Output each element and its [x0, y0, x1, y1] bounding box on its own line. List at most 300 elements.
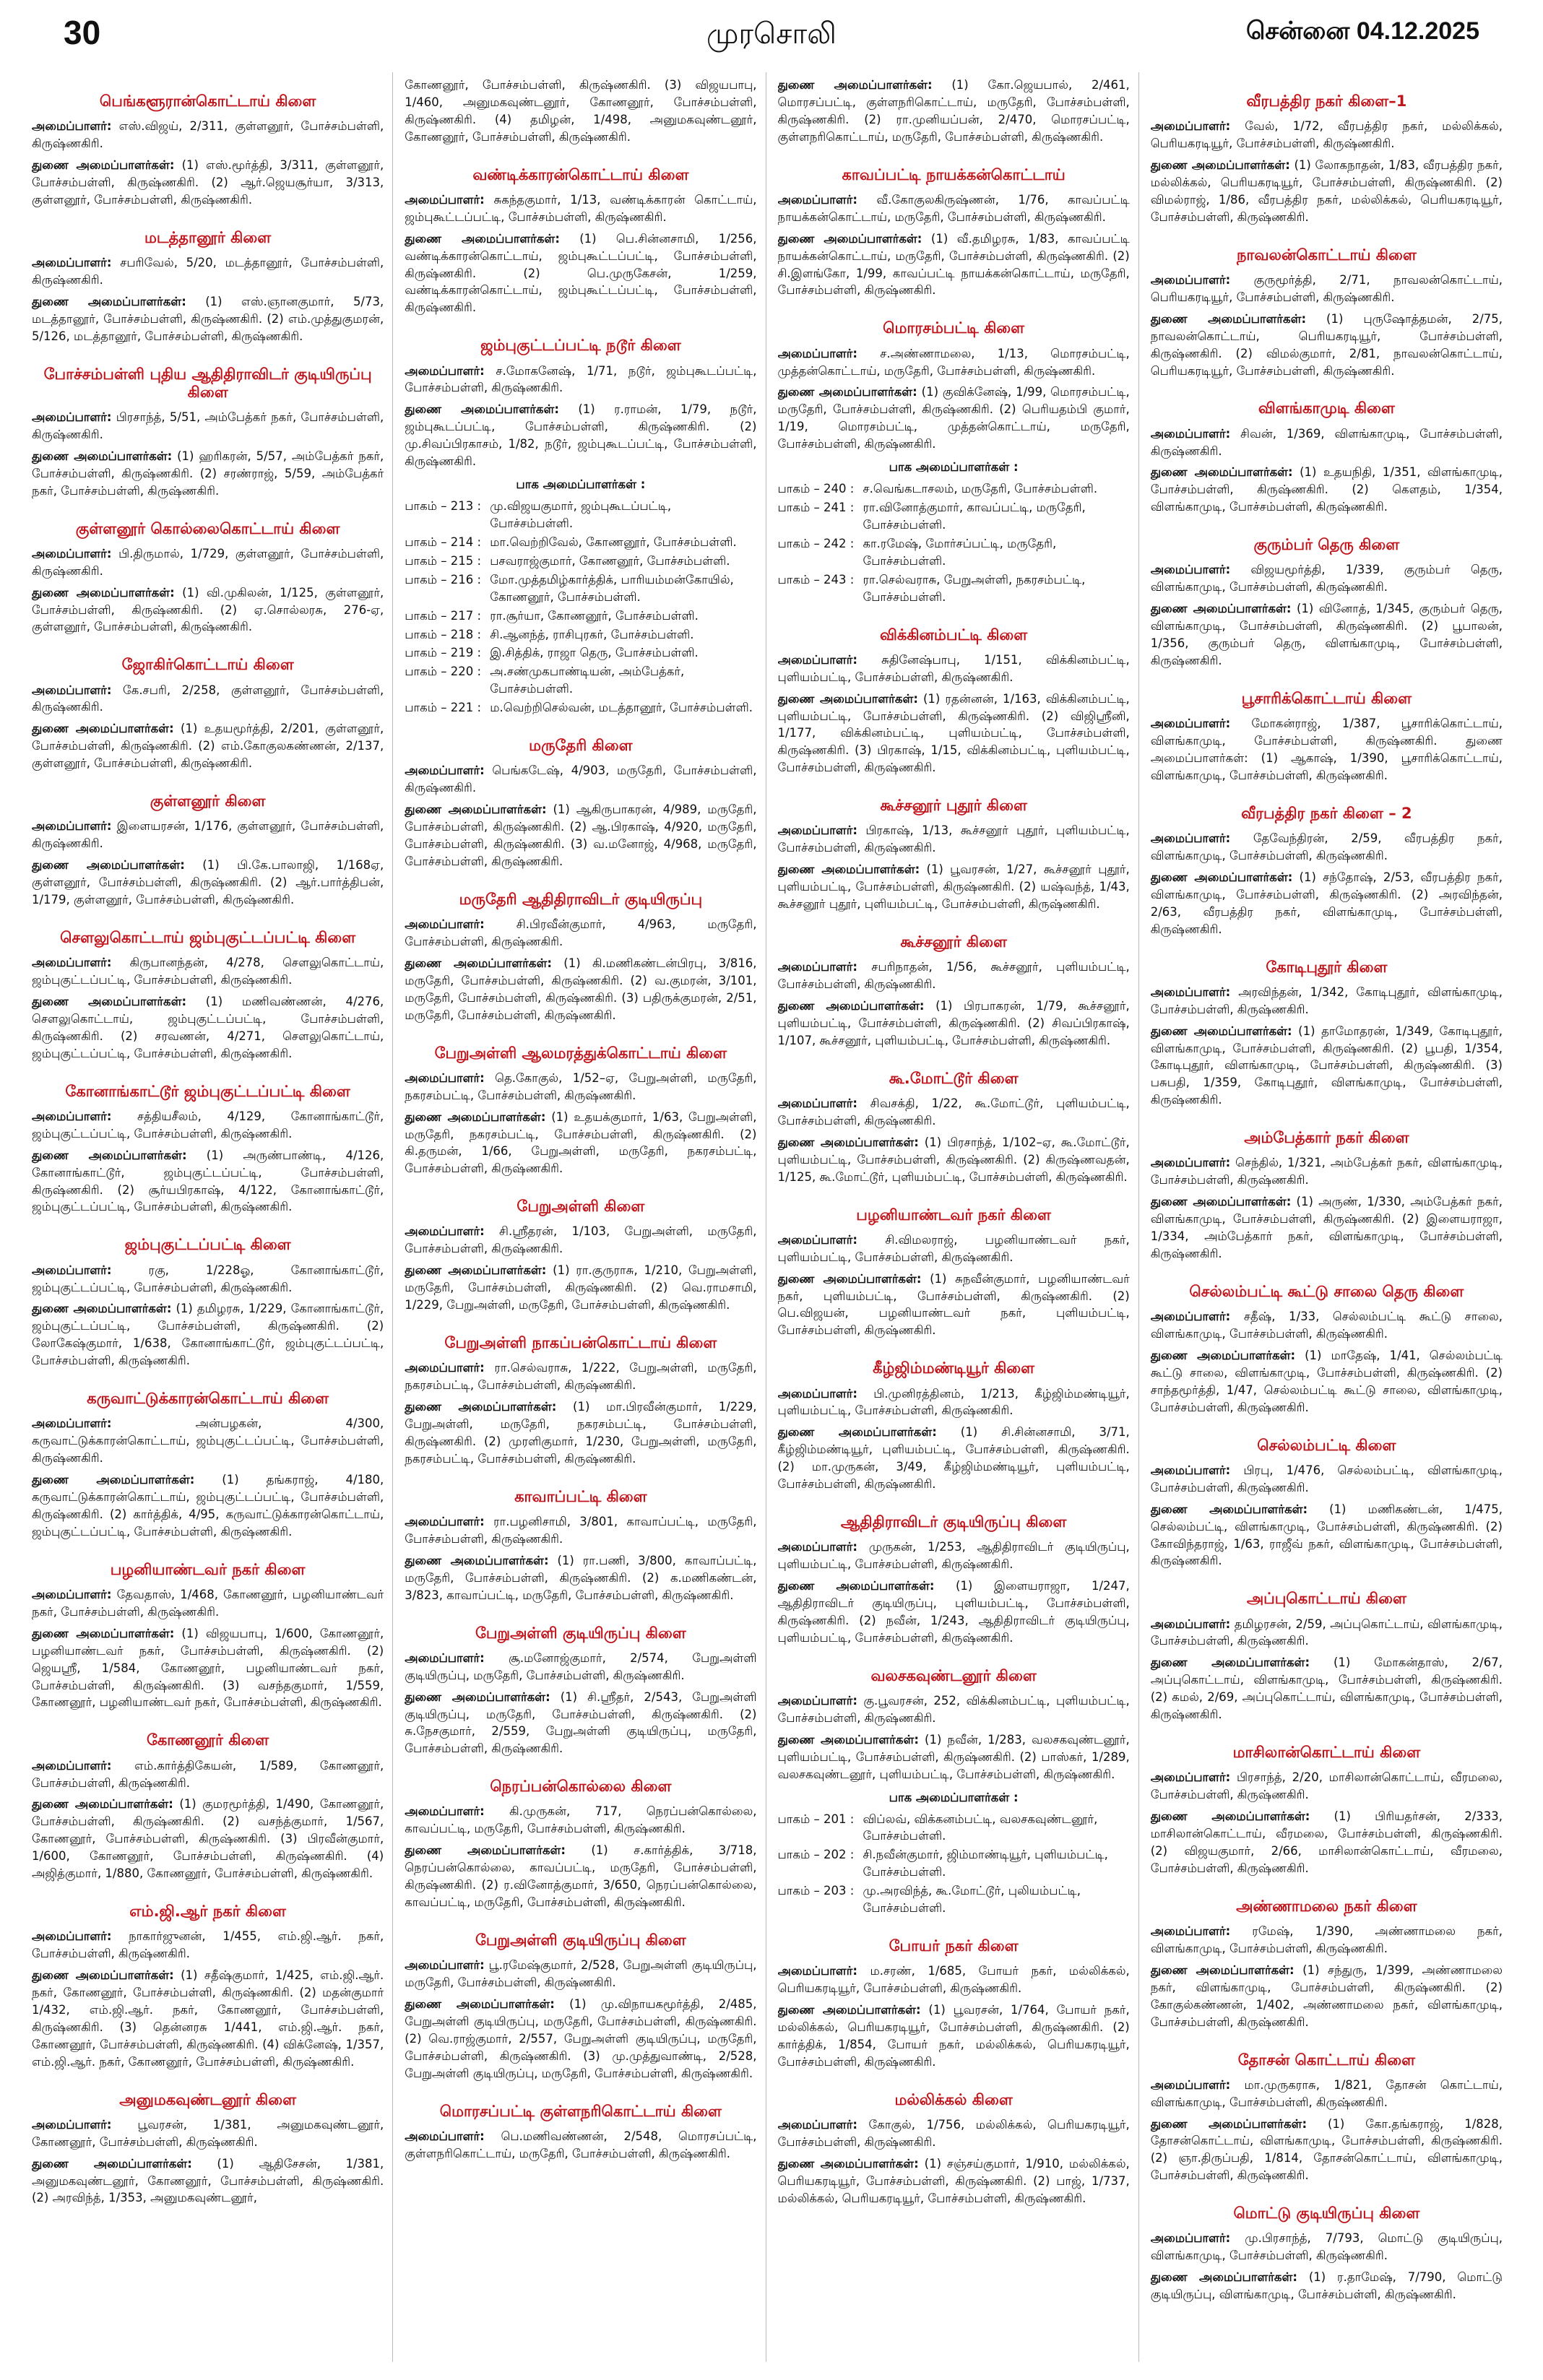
branch-heading: வீரபத்திர நகர் கிளை – 2 — [1241, 804, 1412, 822]
entry-paragraph — [32, 448, 384, 500]
entry-paragraph — [778, 230, 1130, 300]
branch-heading: பழனியாண்டவர் நகர் கிளை — [856, 1206, 1051, 1224]
entry-text: (1) தமிழரசு, 1/229, கோனாங்காட்டூர், ஜம்புகுட்டப்பட்டி, போச்சம்பள்ளி, கிருஷ்ணகிரி. (2) லோகேஷ்குமார், 1/638, கோனாங்காட்டூர், ஜம்புகுட்டப்பட்டி, போச்சம்பள்ளி, கிருஷ்ணகிரி. — [32, 1302, 384, 1368]
branch-section — [32, 92, 384, 209]
branch-heading: அப்புகொட்டாய் கிளை — [1246, 1590, 1406, 1608]
entry-label: அமைப்பாளர்: — [777, 823, 858, 838]
entry-text: சபரிவேல், 5/20, மடத்தானூர், போச்சம்பள்ளி, கிருஷ்ணகிரி. — [32, 255, 384, 287]
entry-text: பெ.மணிவண்ணன், 2/548, மொரசப்பட்டி, குள்ளநரிகொட்டாய், மருதேரி, போச்சம்பள்ளி, கிருஷ்ணகிரி. — [405, 2129, 757, 2160]
entry-paragraph — [778, 1731, 1130, 1783]
entry-label: அமைப்பாளர்: — [1150, 1924, 1231, 1938]
entry-text: சிவசக்தி, 1/22, கூ.மோட்டூர், புளியம்பட்டி, போச்சம்பள்ளி, கிருஷ்ணகிரி. — [777, 1096, 1130, 1128]
entry-paragraph — [32, 720, 384, 772]
entry-paragraph — [32, 1147, 384, 1216]
ward-text: ரா.செல்வராசு, பேறுஅள்ளி, நகரசம்பட்டி, போச்சம்பள்ளி. — [863, 572, 1086, 604]
ward-text: சி.நவீன்குமார், ஜிம்மாண்டியூர், புளியம்பட்டி, போச்சம்பள்ளி. — [863, 1848, 1108, 1879]
ward-number: பாகம் – 219 : — [405, 646, 482, 660]
branch-section — [405, 1198, 756, 1314]
entry-text: (1) கோ.தங்கராஜ், 1/828, தோசன்கொட்டாய், விளங்காமுடி, போச்சம்பள்ளி, கிருஷ்ணகிரி. (2) ஞா.திருப்பதி, 1/814, தோசன்கொட்டாய், விளங்காமுடி, போச்சம்பள்ளி, கிருஷ்ணகிரி. — [1150, 2116, 1503, 2183]
entry-paragraph — [1151, 2269, 1503, 2303]
entry-paragraph — [1151, 1654, 1503, 1723]
entry-text: இளையரசன், 1/176, குள்ளனூர், போச்சம்பள்ளி, கிருஷ்ணகிரி. — [32, 819, 384, 851]
branch-section — [778, 166, 1130, 300]
entry-text: பிரசாந்த், 5/51, அம்பேத்கர் நகர், போச்சம்பள்ளி, கிருஷ்ணகிரி. — [32, 410, 384, 441]
entry-paragraph — [32, 157, 384, 209]
branch-heading: பேறுஅள்ளி ஆலமரத்துக்கொட்டாய் கிளை — [434, 1044, 727, 1062]
entry-label: அமைப்பாளர்: — [777, 192, 858, 207]
entry-text: (1) எஸ்.ஞானகுமார், 5/73, மடத்தானூர், போச்சம்பள்ளி, கிருஷ்ணகிரி. (2) எம்.முத்துகுமரன், 5/126, மடத்தானூர், போச்சம்பள்ளி, கிருஷ்ணகிரி. — [32, 294, 384, 343]
entry-text: (1) ரா.பணி, 3/800, காவாப்பட்டி, மருதேரி, போச்சம்பள்ளி, கிருஷ்ணகிரி. (2) க.மணிகண்டன், 3/823, காவாப்பட்டி, மருதேரி, போச்சம்பள்ளி, கிருஷ்ணகிரி. — [405, 1553, 757, 1602]
entry-text: தேவதாஸ், 1/468, கோணனூர், பழனியாண்டவர் நகர், போச்சம்பள்ளி, கிருஷ்ணகிரி. — [32, 1587, 384, 1619]
branch-section — [1151, 1744, 1503, 1877]
entry-text: சத்தியசீலம், 4/129, கோனாங்காட்டூர், ஜம்புகுட்டப்பட்டி, போச்சம்பள்ளி, கிருஷ்ணகிரி. — [32, 1109, 384, 1141]
entry-label: துணை அமைப்பாளர்கள்: — [32, 1302, 172, 1316]
entry-paragraph — [32, 2116, 384, 2151]
branch-section — [1151, 2204, 1503, 2303]
entry-label: அமைப்பாளர்: — [1150, 2077, 1231, 2092]
entry-text: (1) தங்கராஜ், 4/180, கருவாட்டுக்காரன்கொட்டாய், ஜம்புகுட்டப்பட்டி, போச்சம்பள்ளி, கிருஷ்ணகிரி. (2) கார்த்திக், 4/95, கருவாட்டுக்காரன்கொட்டாய், ஜம்புகுட்டப்பட்டி, போச்சம்பள்ளி, கிருஷ்ணகிரி. — [32, 1473, 384, 1539]
entry-paragraph — [32, 545, 384, 580]
entry-paragraph — [778, 2002, 1130, 2071]
entry-paragraph — [1151, 1616, 1503, 1650]
entry-label: அமைப்பாளர்: — [32, 1263, 112, 1277]
entry-paragraph — [778, 998, 1130, 1050]
ward-row — [405, 607, 756, 625]
entry-text: (1) கோ.ஜெயபால், 2/461, மொரசப்பட்டி, குள்ளநரிகொட்டாய், மருதேரி, போச்சம்பள்ளி, கிருஷ்ணகிரி. (2) ரா.முனியப்பன், 2/470, மொரசப்பட்டி, குள்ளநரிகொட்டாய், மருதேரி, போச்சம்பள்ளி, கிருஷ்ணகிரி. — [777, 78, 1130, 144]
entry-label: அமைப்பாளர்: — [1150, 1770, 1231, 1785]
entry-paragraph — [1151, 984, 1503, 1018]
entry-label: அமைப்பாளர்: — [32, 119, 112, 134]
entry-paragraph — [1151, 1347, 1503, 1416]
entry-paragraph — [405, 401, 756, 470]
ward-number: பாகம் – 243 : — [777, 572, 855, 587]
entry-label: துணை அமைப்பாளர்கள்: — [1150, 1809, 1310, 1824]
entry-paragraph — [32, 993, 384, 1063]
entry-label: அமைப்பாளர்: — [32, 1758, 112, 1773]
entry-paragraph — [405, 916, 756, 951]
branch-section — [32, 656, 384, 772]
branch-heading: கூச்சனூர் கிளை — [900, 933, 1007, 951]
entry-paragraph — [405, 230, 756, 317]
entry-label: துணை அமைப்பாளர்கள்: — [777, 385, 917, 399]
ward-number: பாகம் – 240 : — [777, 482, 855, 496]
entry-paragraph — [405, 1689, 756, 1758]
branch-heading: கருவாட்டுக்காரன்கொட்டாய் கிளை — [87, 1390, 329, 1408]
entry-label: அமைப்பாளர்: — [32, 1416, 112, 1431]
branch-section — [32, 1390, 384, 1541]
entry-paragraph — [32, 1967, 384, 2071]
branch-heading: குள்ளனூர் கிளை — [150, 792, 266, 810]
entry-paragraph — [1151, 1808, 1503, 1877]
branch-heading: பழனியாண்டவர் நகர் கிளை — [110, 1560, 306, 1578]
entry-label: அமைப்பாளர்: — [777, 2118, 858, 2132]
entry-paragraph — [1151, 715, 1503, 784]
branch-section — [405, 737, 756, 870]
entry-label: துணை அமைப்பாளர்கள்: — [32, 1968, 174, 1983]
entry-paragraph — [1151, 157, 1503, 226]
entry-label: துணை அமைப்பாளர்கள்: — [1150, 1024, 1292, 1038]
column-1 — [32, 72, 393, 2362]
entry-text: எஸ்.விஜய், 2/311, குள்ளனூர், போச்சம்பள்ளி, கிருஷ்ணகிரி. — [32, 119, 384, 151]
entry-text: கிருபானந்தன், 4/278, செளலுகொட்டாய், ஜம்புகுட்டப்பட்டி, போச்சம்பள்ளி, கிருஷ்ணகிரி. — [32, 956, 384, 987]
branch-section — [32, 1903, 384, 2071]
entry-label: துணை அமைப்பாளர்கள்: — [777, 862, 920, 877]
entry-label: அமைப்பாளர்: — [32, 683, 112, 697]
ward-number: பாகம் – 203 : — [777, 1884, 855, 1898]
entry-text: (1) வீ.தமிழரசு, 1/83, காவப்பட்டி நாயக்கன்கொட்டாய், மருதேரி, போச்சம்பள்ளி, கிருஷ்ணகிரி. (2) சி.இளங்கோ, 1/99, காவப்பட்டி நாயக்கன்கொட்டாய், மருதேரி, போச்சம்பள்ளி, கிருஷ்ணகிரி. — [777, 231, 1130, 298]
entry-label: துணை அமைப்பாளர்கள்: — [32, 449, 173, 463]
branch-heading: நெரப்பன்கொல்லை கிளை — [490, 1778, 672, 1796]
entry-text: (1) ர.தாமேஷ், 7/790, மொட்டு குடியிருப்பு, விளங்காமுடி, போச்சம்பள்ளி, கிருஷ்ணகிரி. — [1150, 2270, 1503, 2302]
entry-text: சதீஷ், 1/33, செல்லம்பட்டி கூட்டு சாலை, விளங்காமுடி, போச்சம்பள்ளி, கிருஷ்ணகிரி. — [1150, 1310, 1503, 1341]
entry-text: ரமேஷ், 1/390, அண்ணாமலை நகர், விளங்காமுடி, போச்சம்பள்ளி, கிருஷ்ணகிரி. — [1150, 1924, 1503, 1955]
entry-paragraph — [778, 652, 1130, 686]
entry-paragraph — [405, 363, 756, 397]
entry-text: ரா.பழனிசாமி, 3/801, காவாப்பட்டி, மருதேரி, போச்சம்பள்ளி, கிருஷ்ணகிரி. — [405, 1514, 757, 1546]
ward-number: பாகம் – 221 : — [405, 701, 482, 715]
entry-paragraph — [1151, 1154, 1503, 1189]
branch-heading: பேறுஅள்ளி குடியிருப்பு கிளை — [475, 1931, 686, 1950]
entry-text: எம்.கார்த்திகேயன், 1/589, கோணனூர், போச்சம்பள்ளி, கிருஷ்ணகிரி. — [32, 1758, 384, 1790]
entry-paragraph — [1151, 600, 1503, 670]
entry-text: (1) தாமோதரன், 1/349, கோடிபுதூர், விளங்காமுடி, போச்சம்பள்ளி, கிருஷ்ணகிரி. (2) பூபதி, 1/354, கோடிபுதூர், விளங்காமுடி, போச்சம்பள்ளி, கிருஷ்ணகிரி. (3) பசுபதி, 1/359, கோடிபுதூர், விளங்காமுடி, போச்சம்பள்ளி, கிருஷ்ணகிரி. — [1150, 1024, 1503, 1107]
branch-heading: கீழ்ஜிம்மண்டியூர் கிளை — [873, 1359, 1035, 1377]
branch-section — [1151, 690, 1503, 784]
entry-paragraph — [405, 1957, 756, 1991]
branch-heading: செல்லம்பட்டி கூட்டு சாலை தெரு கிளை — [1189, 1282, 1464, 1300]
branch-section — [405, 1931, 756, 2082]
entry-text: (1) புருஷோத்தமன், 2/75, நாவலன்கொட்டாய், பெரியகரடியூர், போச்சம்பள்ளி, கிருஷ்ணகிரி. (2) விமல்குமார், 2/81, நாவலன்கொட்டாய், பெரியகரடியூர், போச்சம்பள்ளி, கிருஷ்ணகிரி. — [1150, 311, 1503, 378]
branch-heading: கோடிபுதூர் கிளை — [1266, 958, 1388, 976]
entry-text: (1) சி.ஸ்ரீதர், 2/543, பேறுஅள்ளி குடியிருப்பு, மருதேரி, போச்சம்பள்ளி, கிருஷ்ணகிரி. (2) சு.நேசகுமார், 2/559, பேறுஅள்ளி குடியிருப்பு, மருதேரி, போச்சம்பள்ளி, கிருஷ்ணகிரி. — [405, 1689, 757, 1756]
entry-text: (1) சந்துரு, 1/399, அண்ணாமலை நகர், விளங்காமுடி, போச்சம்பள்ளி, கிருஷ்ணகிரி. (2) கோகுல்கண்ணன், 1/402, அண்ணாமலை நகர், விளங்காமுடி, போச்சம்பள்ளி, கிருஷ்ணகிரி. — [1150, 1963, 1503, 2029]
entry-label: துணை அமைப்பாளர்கள்: — [405, 956, 552, 970]
entry-label: துணை அமைப்பாளர்கள்: — [32, 995, 187, 1008]
entry-label: அமைப்பாளர்: — [1150, 831, 1231, 846]
columns — [32, 72, 1511, 2362]
entry-paragraph — [778, 384, 1130, 453]
entry-text: சி.ஸ்ரீதரன், 1/103, பேறுஅள்ளி, மருதேரி, போச்சம்பள்ளி, கிருஷ்ணகிரி. — [405, 1224, 757, 1256]
entry-label: அமைப்பாளர்: — [405, 1514, 485, 1528]
entry-text: (1) ரதன்னன், 1/163, விக்கினம்பட்டி, புளியம்பட்டி, போச்சம்பள்ளி, கிருஷ்ணகிரி. (2) விஜிஸ்ரீனி, 1/177, விக்கினம்பட்டி, புளியம்பட்டி, போச்சம்பள்ளி, கிருஷ்ணகிரி. (3) பிரகாஷ், 1/15, விக்கினம்பட்டி, புளியம்பட்டி, போச்சம்பள்ளி, கிருஷ்ணகிரி. — [777, 691, 1130, 775]
entry-paragraph — [778, 1424, 1130, 1493]
entry-paragraph — [1151, 2230, 1503, 2264]
ward-row — [778, 499, 1130, 534]
ward-row — [778, 480, 1130, 498]
entry-text: விஜயமூர்த்தி, 1/339, குரும்பர் தெரு, விளங்காமுடி, போச்சம்பள்ளி, கிருஷ்ணகிரி. — [1150, 563, 1503, 594]
branch-section — [32, 929, 384, 1063]
entry-text: தெ.கோகுல், 1/52–ஏ, பேறுஅள்ளி, மருதேரி, நகரசம்பட்டி, போச்சம்பள்ளி, கிருஷ்ணகிரி. — [405, 1070, 757, 1102]
ward-row — [778, 1882, 1130, 1917]
entry-text: கோகுல், 1/756, மல்லிக்கல், பெரியகரடியூர், போச்சம்பள்ளி, கிருஷ்ணகிரி. — [777, 2118, 1130, 2149]
entry-text: சுகந்தகுமார், 1/13, வண்டிக்காரன் கொட்டாய், ஜம்புகூட்டப்பட்டி, போச்சம்பள்ளி, கிருஷ்ணகிரி. — [405, 192, 757, 224]
entry-label: துணை அமைப்பாளர்கள்: — [405, 1843, 566, 1858]
entry-text: மா.முருகராசு, 1/821, தோசன் கொட்டாய், விளங்காமுடி, போச்சம்பள்ளி, கிருஷ்ணகிரி. — [1150, 2077, 1503, 2109]
entry-text: சூ.மனோஜ்குமார், 2/574, பேறுஅள்ளி குடியிருப்பு, மருதேரி, போச்சம்பள்ளி, கிருஷ்ணகிரி. — [405, 1650, 757, 1682]
entry-label: துணை அமைப்பாளர்கள்: — [32, 1148, 187, 1162]
ward-row — [405, 571, 756, 606]
masthead — [32, 0, 1511, 72]
entry-text: சபரிநாதன், 1/56, கூச்சனூர், புளியம்பட்டி, போச்சம்பள்ளி, கிருஷ்ணகிரி. — [777, 960, 1130, 992]
entry-text: ச.மோகனேஷ், 1/71, நடூர், ஜம்புகூடப்பட்டி, போச்சம்பள்ளி, கிருஷ்ணகிரி. — [405, 363, 757, 395]
entry-text: கு.பூவரசன், 252, விக்கினம்பட்டி, புளியம்பட்டி, போச்சம்பள்ளி, கிருஷ்ணகிரி. — [777, 1693, 1130, 1725]
entry-paragraph — [32, 1928, 384, 1963]
branch-heading: மருதேரி ஆதிதிராவிடர் குடியிருப்பு — [459, 890, 703, 908]
entry-text: (1) வினோத், 1/345, குரும்பர் தெரு, விளங்காமுடி, போச்சம்பள்ளி, கிருஷ்ணகிரி. (2) பூபாலன், 1/356, குரும்பர் தெரு, விளங்காமுடி, போச்சம்பள்ளி, கிருஷ்ணகிரி. — [1150, 602, 1503, 668]
entry-label: அமைப்பாளர்: — [405, 1804, 485, 1819]
branch-section — [405, 1778, 756, 1911]
entry-label: துணை அமைப்பாளர்கள்: — [1150, 465, 1293, 480]
entry-paragraph — [32, 1586, 384, 1621]
entry-paragraph — [32, 409, 384, 443]
entry-text: பூவரசன், 1/381, அனுமகவுண்டனூர், கோணனூர், போச்சம்பள்ளி, கிருஷ்ணகிரி. — [32, 2117, 384, 2149]
ward-text: இ.சித்திக், ராஜா தெரு, போச்சம்பள்ளி. — [490, 646, 699, 660]
entry-text: (1) மாதேஷ், 1/41, செல்லம்பட்டி கூட்டு சாலை, விளங்காமுடி, போச்சம்பள்ளி, கிருஷ்ணகிரி. (2) சாந்தமூர்த்தி, 1/47, செல்லம்பட்டி கூட்டு சாலை, விளங்காமுடி, போச்சம்பள்ளி, கிருஷ்ணகிரி. — [1150, 1348, 1503, 1414]
branch-heading: ஜம்புகுட்டப்பட்டி நடூர் கிளை — [480, 337, 681, 355]
entry-label: அமைப்பாளர்: — [777, 1096, 858, 1110]
branch-section — [1151, 1437, 1503, 1570]
entry-paragraph — [1151, 1462, 1503, 1497]
branch-heading: கூச்சனூர் புதூர் கிளை — [880, 797, 1027, 815]
branch-section — [778, 1070, 1130, 1186]
entry-label: துணை அமைப்பாளர்கள்: — [1150, 158, 1290, 173]
branch-section — [32, 2091, 384, 2207]
entry-label: அமைப்பாளர்: — [405, 1361, 485, 1375]
branch-heading: வண்டிக்காரன்கொட்டாய் கிளை — [472, 165, 689, 183]
entry-label: அமைப்பாளர்: — [777, 1386, 858, 1401]
entry-paragraph — [1151, 425, 1503, 460]
entry-paragraph — [32, 1625, 384, 1712]
branch-heading: செல்லம்பட்டி கிளை — [1257, 1436, 1396, 1454]
branch-heading: பூசாரிக்கொட்டாய் கிளை — [1241, 689, 1412, 707]
entry-paragraph — [1151, 118, 1503, 152]
branch-heading: மொட்டு குடியிருப்பு கிளை — [1233, 2204, 1420, 2223]
entry-paragraph — [405, 1109, 756, 1178]
entry-text: (1) ர.ராமன், 1/79, நடூர், ஜம்புகூடப்பட்டி, போச்சம்பள்ளி, கிருஷ்ணகிரி. (2) மு.சிவப்பிரகாசம், 1/82, நடூர், ஜம்புகூடப்பட்டி, போச்சம்பள்ளி, கிருஷ்ணகிரி. — [405, 402, 757, 469]
entry-label: துணை அமைப்பாளர்கள்: — [405, 1689, 550, 1704]
branch-section — [1151, 805, 1503, 938]
entry-label: அமைப்பாளர்: — [777, 1693, 858, 1708]
branch-heading: விளங்காமுடி கிளை — [1258, 399, 1395, 417]
ward-subheading: பாக அமைப்பாளர்கள் : — [889, 1790, 1019, 1804]
branch-section — [1151, 959, 1503, 1109]
entry-label: அமைப்பாளர்: — [405, 1224, 485, 1239]
branch-section — [1151, 1283, 1503, 1416]
entry-text: (1) பி.கே.பாலாஜி, 1/168ஏ, குள்ளனூர், போச்சம்பள்ளி, கிருஷ்ணகிரி. (2) ஆர்.பார்த்திபன், 1/179, குள்ளனூர், போச்சம்பள்ளி, கிருஷ்ணகிரி. — [32, 858, 384, 907]
entry-label: அமைப்பாளர்: — [1150, 985, 1231, 999]
entry-paragraph — [778, 691, 1130, 777]
ward-row — [778, 1846, 1130, 1881]
entry-label: அமைப்பாளர்: — [1150, 119, 1231, 134]
entry-label: அமைப்பாளர்: — [1150, 1310, 1231, 1324]
entry-label: அமைப்பாளர்: — [32, 1109, 112, 1123]
entry-text: (1) பூவரசன், 1/27, கூச்சனூர் புதூர், புளியம்பட்டி, போச்சம்பள்ளி, கிருஷ்ணகிரி. (2) யஷ்வந்த், 1/43, கூச்சனூர் புதூர், புளியம்பட்டி, போச்சம்பள்ளி, கிருஷ்ணகிரி. — [777, 862, 1130, 912]
entry-text: நாகார்ஜுனன், 1/455, எம்.ஜி.ஆர். நகர், போச்சம்பள்ளி, கிருஷ்ணகிரி. — [32, 1929, 384, 1961]
branch-section — [1151, 536, 1503, 670]
branch-section — [32, 1083, 384, 1216]
entry-text: சி.பிரவீன்குமார், 4/963, மருதேரி, போச்சம்பள்ளி, கிருஷ்ணகிரி. — [405, 917, 757, 948]
entry-label: அமைப்பாளர்: — [32, 255, 112, 269]
ward-row — [405, 663, 756, 698]
entry-label: துணை அமைப்பாளர்கள்: — [1150, 311, 1307, 326]
branch-heading: தோசன் கொட்டாய் கிளை — [1237, 2051, 1416, 2069]
entry-paragraph — [32, 1757, 384, 1792]
entry-paragraph — [778, 1539, 1130, 1573]
page-number: 30 — [64, 14, 101, 51]
entry-text: (1) சதீஷ்குமார், 1/425, எம்.ஜி.ஆர். நகர், கோணனூர், போச்சம்பள்ளி, கிருஷ்ணகிரி. (2) மதன்குமார் 1/432, எம்.ஜி.ஆர். நகர், கோணனூர், போச்சம்பள்ளி, கிருஷ்ணகிரி. (3) தென்னரசு 1/441, எம்.ஜி.ஆர். நகர், கோணனூர், போச்சம்பள்ளி, கிருஷ்ணகிரி. (4) விக்னேஷ், 1/357, எம்.ஜி.ஆர். நகர், கோணனூர், போச்சம்பள்ளி, கிருஷ்ணகிரி. — [32, 1968, 384, 2069]
entry-paragraph — [32, 954, 384, 989]
entry-paragraph — [405, 1552, 756, 1604]
entry-paragraph — [778, 1578, 1130, 1647]
entry-paragraph — [778, 1385, 1130, 1420]
entry-text: வேல், 1/72, வீரபத்திர நகர், மல்லிக்கல், பெரியகரடியூர், போச்சம்பள்ளி, கிருஷ்ணகிரி. — [1150, 119, 1503, 151]
column-4 — [1151, 72, 1511, 2362]
column-3 — [778, 72, 1139, 2362]
branch-heading: செளலுகொட்டாய் ஜம்புகுட்டப்பட்டி கிளை — [60, 928, 356, 946]
entry-text: சுதினேஷ்பாபு, 1/151, விக்கினம்பட்டி, புளியம்பட்டி, போச்சம்பள்ளி, கிருஷ்ணகிரி. — [777, 652, 1130, 684]
branch-section — [32, 1561, 384, 1712]
entry-paragraph — [1151, 2077, 1503, 2111]
entry-text: (1) பூவரசன், 1/764, போயர் நகர், மல்லிக்கல், பெரியகரடியூர், போச்சம்பள்ளி, கிருஷ்ணகிரி. (2) கார்த்திக், 1/854, போயர் நகர், மல்லிக்கல், பெரியகரடியூர், போச்சம்பள்ளி, கிருஷ்ணகிரி. — [777, 2003, 1130, 2069]
entry-text: (1) சந்தோஷ், 2/53, வீரபத்திர நகர், விளங்காமுடி, போச்சம்பள்ளி, கிருஷ்ணகிரி. (2) அரவிந்தன், 2/63, வீரபத்திர நகர், விளங்காமுடி, போச்சம்பள்ளி, கிருஷ்ணகிரி. — [1150, 870, 1503, 936]
entry-text: ச.அண்ணாமலை, 1/13, மொரசம்பட்டி, முத்தன்கொட்டாய், மருதேரி, போச்சம்பள்ளி, கிருஷ்ணகிரி. — [777, 346, 1130, 378]
entry-paragraph — [405, 1262, 756, 1314]
entry-paragraph — [405, 77, 756, 146]
entry-paragraph — [778, 1134, 1130, 1186]
entry-label: அமைப்பாளர்: — [405, 917, 485, 932]
entry-text: பூ.ரமேஷ்குமார், 2/528, பேறுஅள்ளி குடியிருப்பு, மருதேரி, போச்சம்பள்ளி, கிருஷ்ணகிரி. — [405, 1958, 757, 1990]
branch-section — [1151, 1129, 1503, 1263]
entry-label: அமைப்பாளர்: — [1150, 1156, 1231, 1170]
branch-heading: வீரபத்திர நகர் கிளை–1 — [1246, 92, 1407, 110]
entry-label: அமைப்பாளர்: — [405, 1070, 485, 1085]
entry-label: துணை அமைப்பாளர்கள்: — [1150, 602, 1292, 616]
entry-label: அமைப்பாளர்: — [32, 819, 112, 834]
entry-label: அமைப்பாளர்: — [1150, 563, 1231, 577]
ward-text: மு.அரவிந்த், கூ.மோட்டூர், புலியம்பட்டி, போச்சம்பள்ளி. — [863, 1884, 1081, 1916]
entry-paragraph — [32, 254, 384, 289]
entry-paragraph — [778, 1271, 1130, 1340]
branch-section — [405, 1488, 756, 1604]
entry-label: அமைப்பாளர்: — [1150, 272, 1231, 287]
entry-paragraph — [1151, 830, 1503, 865]
entry-text: (1) அருண்பாண்டி, 4/126, கோனாங்காட்டூர், ஜம்புகுட்டப்பட்டி, போச்சம்பள்ளி, கிருஷ்ணகிரி. (2) சூர்யபிரகாஷ், 4/122, கோனாங்காட்டூர், ஜம்புகுட்டப்பட்டி, போச்சம்பள்ளி, கிருஷ்ணகிரி. — [32, 1148, 384, 1214]
branch-section — [32, 229, 384, 345]
branch-heading: கோனாங்காட்டூர் ஜம்புகுட்டப்பட்டி கிளை — [65, 1082, 350, 1100]
ward-number: பாகம் – 216 : — [405, 572, 482, 587]
branch-section — [1151, 1897, 1503, 2031]
branch-section — [778, 1513, 1130, 1647]
branch-section — [32, 365, 384, 500]
entry-paragraph — [405, 191, 756, 226]
entry-text: (1) அருண், 1/330, அம்பேத்கர் நகர், விளங்காமுடி, போச்சம்பள்ளி, கிருஷ்ணகிரி. (2) இளையராஜா, 1/334, அம்பேத்கார் நகர், விளங்காமுடி, போச்சம்பள்ளி, கிருஷ்ணகிரி. — [1150, 1195, 1503, 1260]
entry-label: துணை அமைப்பாளர்கள்: — [777, 999, 925, 1013]
entry-label: துணை அமைப்பாளர்கள்: — [405, 1997, 555, 2012]
entry-paragraph — [1151, 464, 1503, 516]
entry-paragraph — [778, 191, 1130, 226]
entry-text: கி.முருகன், 717, நெரப்பன்கொல்லை, காவப்பட்டி, மருதேரி, போச்சம்பள்ளி, கிருஷ்ணகிரி. — [405, 1804, 757, 1836]
entry-label: துணை அமைப்பாளர்கள்: — [777, 2156, 919, 2171]
entry-text: (1) பிரசாந்த், 1/102–ஏ, கூ.மோட்டூர், புளியம்பட்டி, போச்சம்பள்ளி, கிருஷ்ணகிரி. (2) கிருஷ்ணவதன், 1/125, கூ.மோட்டூர், புளியம்பட்டி, போச்சம்பள்ளி, கிருஷ்ணகிரி. — [777, 1135, 1130, 1184]
branch-heading: கோணனூர் கிளை — [146, 1731, 269, 1749]
entry-label: துணை அமைப்பாளர்கள்: — [777, 1135, 919, 1149]
entry-label: துணை அமைப்பாளர்கள்: — [1150, 1195, 1292, 1209]
entry-text: (1) பிரபாகரன், 1/79, கூச்சனூர், புளியம்பட்டி, போச்சம்பள்ளி, கிருஷ்ணகிரி. (2) சிவப்பிரகாஷ், 1/107, கூச்சனூர், புளியம்பட்டி, போச்சம்பள்ளி, கிருஷ்ணகிரி. — [777, 999, 1130, 1047]
entry-label: அமைப்பாளர்: — [32, 410, 112, 424]
entry-paragraph — [405, 955, 756, 1024]
entry-paragraph — [405, 801, 756, 870]
branch-section — [1151, 92, 1503, 226]
entry-paragraph — [1151, 1193, 1503, 1263]
branch-section — [778, 2091, 1130, 2207]
entry-text: (1) பெ.சின்னசாமி, 1/256, வண்டிக்காரன்கொட்டாய், ஜம்புகூட்டப்பட்டி, போச்சம்பள்ளி, கிருஷ்ணகிரி. (2) பெ.முருகேசன், 1/259, வண்டிக்காரன்கொட்டாய், ஜம்புகூட்டப்பட்டி, போச்சம்பள்ளி, கிருஷ்ணகிரி. — [405, 231, 757, 315]
entry-text: (1) ஆகிருபாகரன், 4/989, மருதேரி, போச்சம்பள்ளி, கிருஷ்ணகிரி. (2) ஆ.பிரகாஷ், 4/920, மருதேரி, போச்சம்பள்ளி, கிருஷ்ணகிரி. (3) வ.மனோஜ், 4/968, மருதேரி, போச்சம்பள்ளி, கிருஷ்ணகிரி. — [405, 802, 757, 868]
entry-paragraph — [778, 861, 1130, 913]
entry-paragraph — [1151, 1962, 1503, 2031]
entry-text: சி.விமலராஜ், பழனியாண்டவர் நகர், புளியம்பட்டி, போச்சம்பள்ளி, கிருஷ்ணகிரி. — [777, 1232, 1130, 1264]
entry-paragraph — [1151, 869, 1503, 938]
entry-label: அமைப்பாளர்: — [405, 363, 485, 378]
entry-paragraph — [405, 1996, 756, 2082]
branch-section — [32, 520, 384, 636]
entry-text: (1) பிரியதர்சன், 2/333, மாசிலான்கொட்டாய், வீரமலை, போச்சம்பள்ளி, கிருஷ்ணகிரி. (2) விஜயகுமார், 2/66, மாசிலான்கொட்டாய், வீரமலை, போச்சம்பள்ளி, கிருஷ்ணகிரி. — [1150, 1809, 1503, 1875]
entry-label: அமைப்பாளர்: — [1150, 1617, 1231, 1631]
entry-text: மோகன்ராஜ், 1/387, பூசாரிக்கொட்டாய், விளங்காமுடி, போச்சம்பள்ளி, கிருஷ்ணகிரி. துணை அமைப்பாளர்கள்: (1) ஆகாஷ், 1/390, பூசாரிக்கொட்டாய், விளங்காமுடி, போச்சம்பள்ளி, கிருஷ்ணகிரி. — [1150, 717, 1503, 782]
ward-text: அ.சண்முகபாண்டியன், அம்பேத்கர், போச்சம்பள்ளி. — [490, 665, 685, 696]
branch-heading: விக்கினம்பட்டி கிளை — [880, 626, 1028, 644]
entry-label: அமைப்பாளர்: — [777, 1964, 858, 1978]
ward-number: பாகம் – 241 : — [777, 501, 855, 515]
entry-text: வீ.கோகுலகிருஷ்ணன், 1/76, காவப்பட்டி நாயக்கன்கொட்டாய், மருதேரி, போச்சம்பள்ளி, கிருஷ்ணகிரி. — [777, 192, 1130, 224]
entry-text: (1) இளையராஜா, 1/247, ஆதிதிராவிடர் குடியிருப்பு, புளியம்பட்டி, போச்சம்பள்ளி, கிருஷ்ணகிரி. (2) நவீன், 1/243, ஆதிதிராவிடர் குடியிருப்பு, புளியம்பட்டி, போச்சம்பள்ளி, கிருஷ்ணகிரி. — [777, 1579, 1130, 1645]
entry-paragraph — [405, 1803, 756, 1838]
entry-label: துணை அமைப்பாளர்கள்: — [1150, 1963, 1295, 1977]
entry-text: (1) எஸ்.மூர்த்தி, 3/311, குள்ளனூர், போச்சம்பள்ளி, கிருஷ்ணகிரி. (2) ஆர்.ஜெயசூர்யா, 3/313, குள்ளனூர், போச்சம்பள்ளி, கிருஷ்ணகிரி. — [32, 158, 384, 207]
branch-section — [778, 1937, 1130, 2071]
branch-heading: பெங்களூரான்கொட்டாய் கிளை — [99, 92, 316, 110]
branch-heading: காவப்பட்டி நாயக்கன்கொட்டாய் — [842, 165, 1066, 183]
entry-label: துணை அமைப்பாளர்கள்: — [32, 294, 186, 308]
entry-label: துணை அமைப்பாளர்கள்: — [32, 1797, 173, 1812]
entry-label: துணை அமைப்பாளர்கள்: — [405, 1400, 557, 1414]
entry-paragraph — [1151, 1923, 1503, 1957]
entry-text: (1) குமரமூர்த்தி, 1/490, கோணனூர், போச்சம்பள்ளி, கிருஷ்ணகிரி. (2) வசந்த்குமார், 1/567, கோணனூர், போச்சம்பள்ளி, கிருஷ்ணகிரி. (3) பிரவீன்குமார், 1/600, கோணனூர், போச்சம்பள்ளி, கிருஷ்ணகிரி. (4) அஜித்குமார், 1/880, கோணனூர், போச்சம்பள்ளி, கிருஷ்ணகிரி. — [32, 1797, 384, 1881]
ward-text: ம.வெற்றிசெல்வன், மடத்தானூர், போச்சம்பள்ளி. — [490, 701, 753, 715]
entry-paragraph — [32, 1415, 384, 1467]
entry-label: அமைப்பாளர்: — [1150, 717, 1231, 731]
ward-number: பாகம் – 214 : — [405, 535, 482, 549]
entry-label: அமைப்பாளர்: — [777, 1232, 858, 1247]
entry-text: முருகன், 1/253, ஆதிதிராவிடர் குடியிருப்பு, புளியம்பட்டி, போச்சம்பள்ளி, கிருஷ்ணகிரி. — [777, 1540, 1130, 1572]
entry-text: (1) சஞ்சய்குமார், 1/910, மல்லிக்கல், பெரியகரடியூர், போச்சம்பள்ளி, கிருஷ்ணகிரி. (2) பாஜ், 1/737, மல்லிக்கல், பெரியகரடியூர், போச்சம்பள்ளி, கிருஷ்ணகிரி. — [777, 2156, 1130, 2205]
entry-label: அமைப்பாளர்: — [777, 960, 858, 974]
ward-row — [778, 535, 1130, 570]
entry-paragraph — [778, 2116, 1130, 2151]
entry-label: அமைப்பாளர்: — [405, 763, 485, 778]
entry-text: (1) மோகன்தாஸ், 2/67, அப்புகொட்டாய், விளங்காமுடி, போச்சம்பள்ளி, கிருஷ்ணகிரி. (2) கமல், 2/69, அப்புகொட்டாய், விளங்காமுடி, போச்சம்பள்ளி, கிருஷ்ணகிரி. — [1150, 1656, 1503, 1722]
entry-paragraph — [1151, 561, 1503, 596]
entry-text: (1) உதயநிதி, 1/351, விளங்காமுடி, போச்சம்பள்ளி, கிருஷ்ணகிரி. (2) கௌதம், 1/354, விளங்காமுடி, போச்சம்பள்ளி, கிருஷ்ணகிரி. — [1150, 465, 1503, 514]
entry-label: துணை அமைப்பாளர்கள்: — [32, 1473, 195, 1487]
entry-label: அமைப்பாளர்: — [32, 546, 112, 561]
entry-paragraph — [1151, 311, 1503, 380]
ward-number: பாகம் – 220 : — [405, 665, 482, 679]
entry-text: பிரகாஷ், 1/13, கூச்சனூர் புதூர், புளியம்பட்டி, போச்சம்பள்ளி, கிருஷ்ணகிரி. — [777, 823, 1130, 855]
entry-label: துணை அமைப்பாளர்கள்: — [1150, 1502, 1308, 1516]
entry-text: (1) விஜயபாபு, 1/600, கோணனூர், பழனியாண்டவர் நகர், போச்சம்பள்ளி, கிருஷ்ணகிரி. (2) ஜெயஸ்ரீ, 1/584, கோணனூர், பழனியாண்டவர் நகர், போச்சம்பள்ளி, கிருஷ்ணகிரி. (3) வசந்தகுமார், 1/559, கோணனூர், பழனியாண்டவர் நகர், போச்சம்பள்ளி, கிருஷ்ணகிரி. — [32, 1626, 384, 1710]
entry-paragraph — [32, 1300, 384, 1369]
entry-text: பி.முனிரத்தினம், 1/213, கீழ்ஜிம்மண்டியூர், புளியம்பட்டி, போச்சம்பள்ளி, கிருஷ்ணகிரி. — [777, 1386, 1130, 1418]
